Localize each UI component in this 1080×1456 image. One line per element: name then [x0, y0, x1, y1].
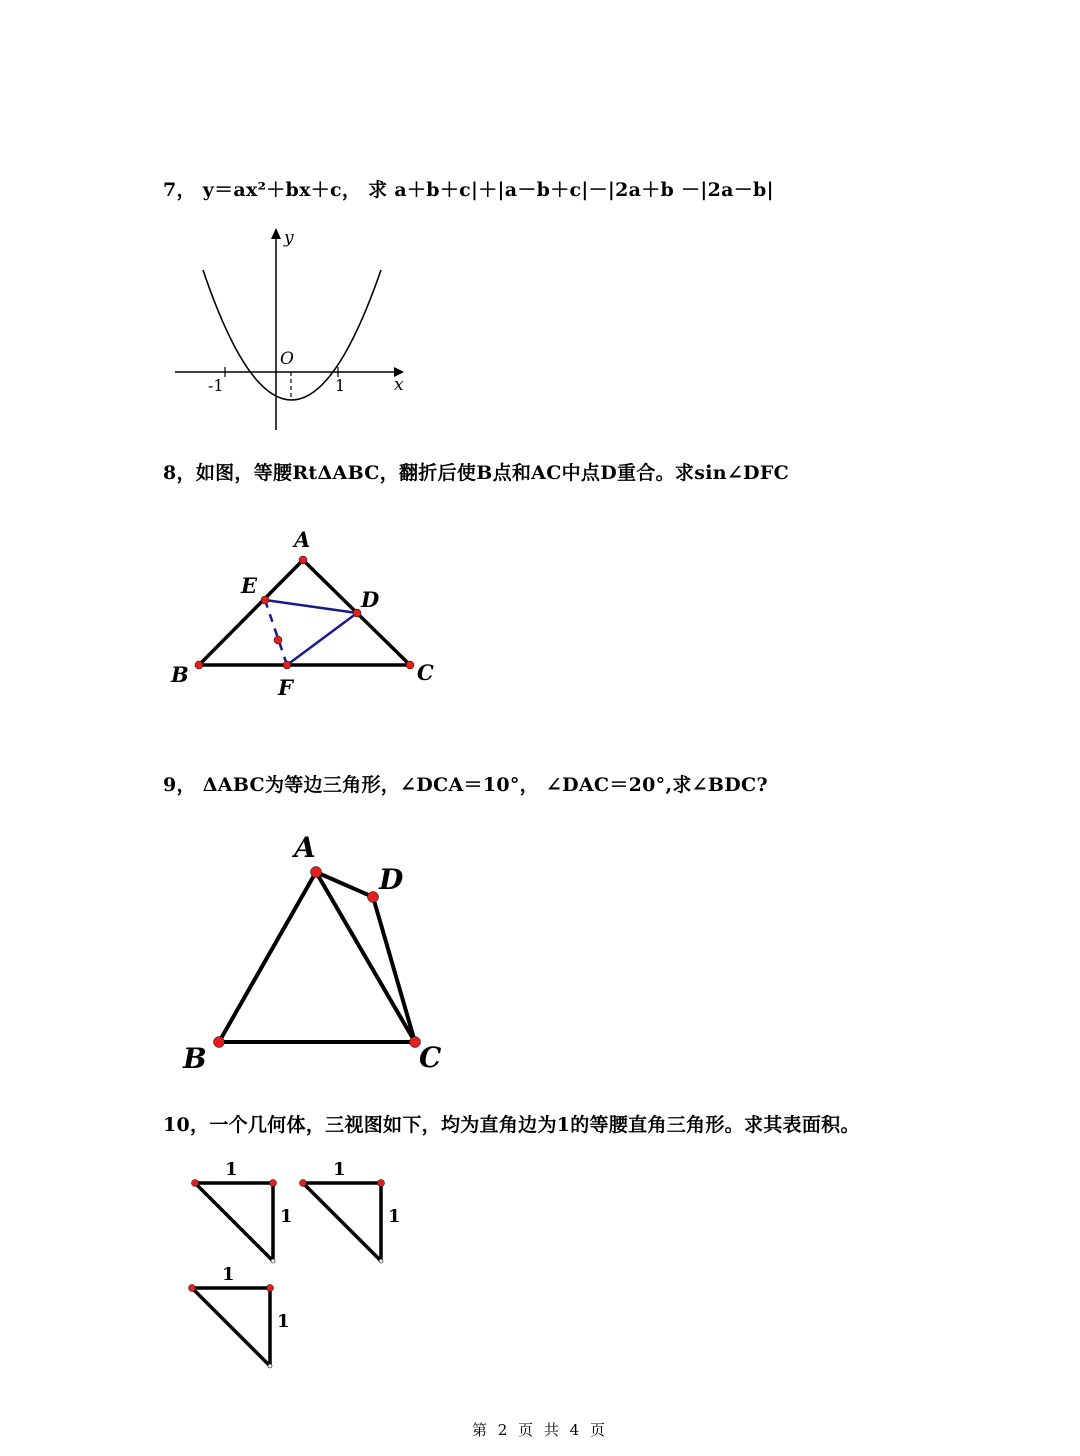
view-1-side-length: 1	[280, 1206, 293, 1227]
label-c: C	[417, 660, 434, 685]
point-a	[299, 556, 307, 564]
label-d: D	[361, 587, 380, 612]
label-a: A	[294, 831, 316, 864]
figure-7-parabola-graph	[170, 225, 410, 435]
label-d: D	[379, 863, 404, 896]
figure-10-view-1	[185, 1155, 295, 1270]
triangle-abc	[199, 560, 410, 665]
segment-df	[287, 613, 357, 665]
question-7-text: 7， y＝ax²＋bx＋c， 求 a＋b＋c|＋|a－b＋c|－|2a＋b －|2a－b|	[163, 179, 774, 201]
triangle-abc	[219, 872, 415, 1042]
segment-ed	[265, 600, 357, 613]
label-c: C	[419, 1041, 442, 1074]
point-e	[261, 596, 269, 604]
view-3-top-length: 1	[222, 1264, 235, 1285]
label-f: F	[278, 675, 293, 700]
point-d	[368, 892, 379, 903]
parabola-curve	[203, 270, 381, 400]
figure-8-triangle-fold	[165, 525, 445, 705]
question-8-text: 8，如图，等腰RtΔABC，翻折后使B点和AC中点D重合。求sin∠DFC	[163, 462, 790, 484]
view-2-top-length: 1	[333, 1159, 346, 1180]
point-b	[195, 661, 203, 669]
y-axis-label: y	[284, 228, 294, 248]
x-axis-label: x	[394, 375, 404, 395]
point-mid	[274, 636, 282, 644]
question-10-text: 10，一个几何体，三视图如下，均为直角边为1的等腰直角三角形。求其表面积。	[163, 1114, 860, 1136]
point-c	[406, 661, 414, 669]
label-b: B	[171, 662, 189, 687]
page-footer: 第 2 页 共 4 页	[472, 1421, 608, 1439]
view-2-side-length: 1	[388, 1206, 401, 1227]
figure-10-view-2	[293, 1155, 403, 1270]
question-9-text: 9， ΔABC为等边三角形，∠DCA＝10°， ∠DAC＝20°,求∠BDC?	[163, 774, 768, 796]
point-f	[283, 661, 291, 669]
tick-label-neg1: -1	[208, 376, 224, 395]
figure-10-view-3	[182, 1260, 292, 1375]
segment-ef-dashed	[265, 600, 287, 665]
point-a	[311, 867, 322, 878]
figure-9-equilateral-triangle	[175, 830, 455, 1075]
point-d	[353, 609, 361, 617]
label-b: B	[183, 1042, 207, 1075]
segment-dc	[373, 897, 415, 1042]
label-a: A	[294, 527, 311, 552]
y-axis-arrow	[271, 228, 281, 239]
origin-label: O	[280, 349, 294, 369]
tick-label-1: 1	[335, 376, 346, 395]
label-e: E	[241, 573, 258, 598]
point-b	[214, 1037, 225, 1048]
view-3-side-length: 1	[277, 1311, 290, 1332]
view-1-top-length: 1	[225, 1159, 238, 1180]
